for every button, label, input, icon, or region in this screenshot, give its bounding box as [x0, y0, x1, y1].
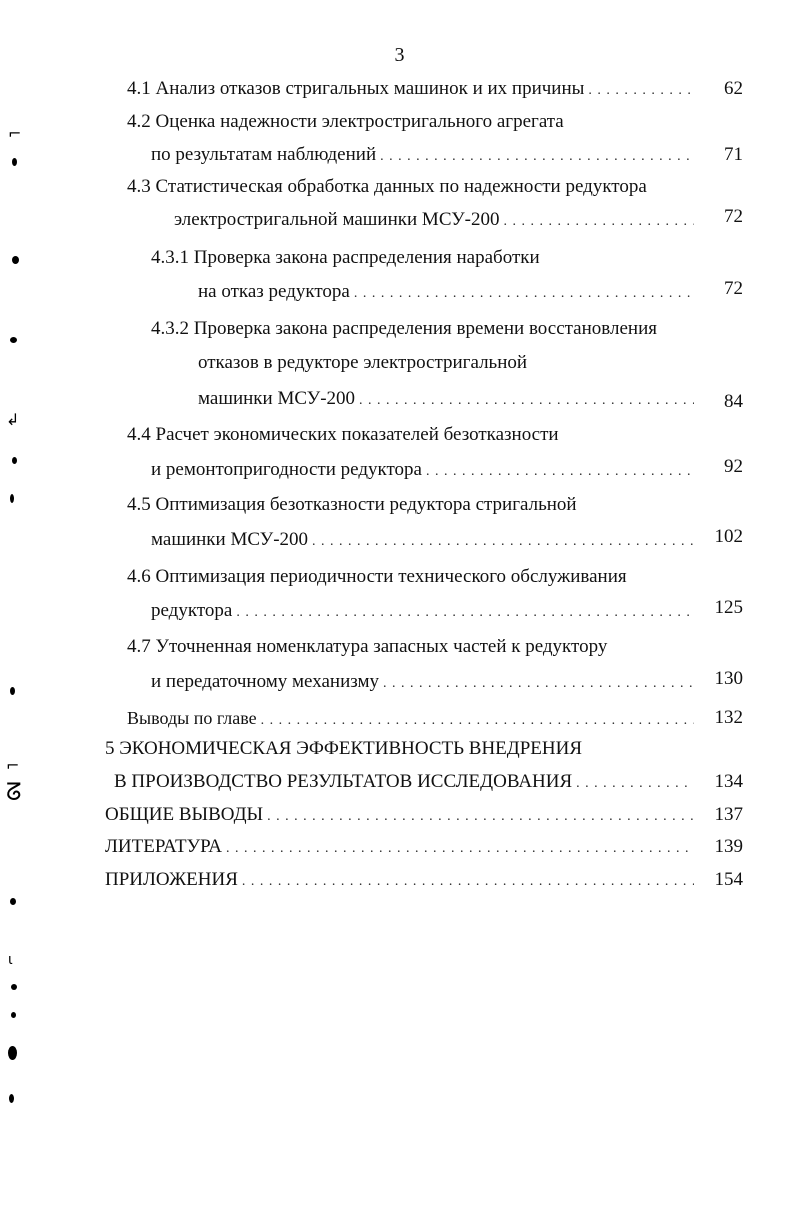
- toc-entry-4-4[interactable]: [151, 458, 698, 484]
- dot-leader: [588, 79, 694, 103]
- toc-entry-title: машинки МСУ-200: [151, 529, 309, 550]
- scan-mark-icon: ↲: [6, 410, 20, 429]
- toc-entry-title: Выводы по главе: [127, 708, 257, 728]
- dot-leader: [242, 870, 694, 894]
- scan-mark-icon: ᘔ: [6, 778, 22, 806]
- scan-speck-icon: [11, 984, 17, 990]
- toc-entry-5[interactable]: [114, 770, 698, 796]
- toc-entry-4-6-line-1: 4.6 Оптимизация периодичности технического обслуживания: [127, 566, 627, 587]
- dot-leader: [576, 772, 694, 796]
- toc-entry-general-conclusions[interactable]: [105, 803, 698, 829]
- toc-entry-4-3-1[interactable]: [198, 280, 698, 306]
- toc-entry-title: машинки МСУ-200: [198, 388, 356, 409]
- toc-entry-4-2[interactable]: [151, 143, 698, 169]
- dot-leader: [354, 282, 694, 306]
- toc-page-number: 125: [714, 597, 743, 618]
- toc-entry-4-3-1-line-1: 4.3.1 Проверка закона распределения наработки: [151, 247, 540, 268]
- dot-leader: [226, 837, 694, 861]
- toc-entry-4-4-line-1: 4.4 Расчет экономических показателей безотказности: [127, 424, 559, 445]
- toc-entry-4-3-2[interactable]: [198, 387, 698, 413]
- dot-leader: [380, 145, 694, 169]
- scan-speck-icon: [10, 687, 15, 695]
- toc-entry-4-3-line-1: 4.3 Статистическая обработка данных по надежности редуктора: [127, 176, 647, 197]
- toc-page-number: 130: [714, 668, 743, 689]
- scan-speck-icon: [12, 457, 17, 464]
- toc-entry-4-7[interactable]: [151, 670, 698, 696]
- dot-leader: [267, 805, 694, 829]
- toc-entry-title: и передаточному механизму: [151, 671, 379, 692]
- toc-page-number: 154: [714, 869, 743, 890]
- toc-page-number: 134: [714, 771, 743, 792]
- dot-leader: [236, 601, 694, 625]
- toc-entry-title: ЛИТЕРАТУРА: [105, 836, 222, 857]
- toc-entry-appendices[interactable]: [105, 868, 698, 894]
- page-number: 3: [394, 44, 405, 66]
- toc-entry-4-7-line-1: 4.7 Уточненная номенклатура запасных частей к редуктору: [127, 636, 608, 657]
- toc-entry-chapter-conclusions[interactable]: [127, 706, 698, 733]
- toc-entry-title: ПРИЛОЖЕНИЯ: [105, 869, 238, 890]
- scan-mark-icon: ⌐: [6, 756, 20, 775]
- scan-speck-icon: [10, 898, 16, 905]
- scan-speck-icon: [12, 256, 19, 264]
- toc-entry-4-1[interactable]: [127, 77, 698, 103]
- toc-page-number: 137: [714, 804, 743, 825]
- toc-page-number: 132: [714, 707, 743, 728]
- toc-entry-4-3-2-line-1: 4.3.2 Проверка закона распределения времени восстановления: [151, 318, 657, 339]
- dot-leader: [504, 210, 694, 234]
- scan-speck-icon: [10, 494, 14, 503]
- toc-page-number: 139: [714, 836, 743, 857]
- dot-leader: [426, 460, 694, 484]
- toc-page-number: 92: [724, 456, 743, 477]
- scan-speck-icon: [8, 1046, 17, 1060]
- scan-speck-icon: [10, 337, 17, 343]
- toc-entry-title: на отказ редуктора: [198, 281, 350, 302]
- scan-speck-icon: [9, 1094, 14, 1103]
- toc-entry-title: электростригальной машинки МСУ-200: [174, 209, 500, 230]
- dot-leader: [261, 709, 694, 733]
- dot-leader: [359, 389, 694, 413]
- toc-entry-4-3[interactable]: [174, 208, 698, 234]
- toc-entry-4-2-line-1: 4.2 Оценка надежности электростригального агрегата: [127, 111, 564, 132]
- toc-entry-title: В ПРОИЗВОДСТВО РЕЗУЛЬТАТОВ ИССЛЕДОВАНИЯ: [114, 771, 573, 792]
- scan-mark-icon: ɩ: [8, 952, 13, 968]
- toc-page-number: 102: [714, 526, 743, 547]
- toc-entry-title: и ремонтопригодности редуктора: [151, 459, 422, 480]
- toc-page-number: 72: [724, 278, 743, 299]
- scan-speck-icon: [11, 1012, 16, 1018]
- toc-entry-title: 4.1 Анализ отказов стригальных машинок и их причины: [127, 78, 585, 99]
- toc-entry-literature[interactable]: [105, 835, 698, 861]
- toc-entry-4-5-line-1: 4.5 Оптимизация безотказности редуктора стригальной: [127, 494, 577, 515]
- toc-page-number: 84: [724, 391, 743, 412]
- toc-entry-title: ОБЩИЕ ВЫВОДЫ: [105, 804, 264, 825]
- scan-mark-icon: ⌐: [8, 124, 22, 143]
- scan-speck-icon: [12, 158, 17, 166]
- dot-leader: [312, 530, 694, 554]
- dot-leader: [383, 672, 694, 696]
- toc-entry-4-5[interactable]: [151, 528, 698, 554]
- toc-page-number: 62: [724, 78, 743, 99]
- toc-entry-title: по результатам наблюдений: [151, 144, 377, 165]
- toc-entry-4-3-2-line-2: отказов в редукторе электростригальной: [198, 352, 528, 373]
- toc-entry-5-line-1: 5 ЭКОНОМИЧЕСКАЯ ЭФФЕКТИВНОСТЬ ВНЕДРЕНИЯ: [105, 738, 583, 759]
- toc-entry-4-6[interactable]: [151, 599, 698, 625]
- toc-page-number: 71: [724, 144, 743, 165]
- toc-page-number: 72: [724, 206, 743, 227]
- toc-entry-title: редуктора: [151, 600, 233, 621]
